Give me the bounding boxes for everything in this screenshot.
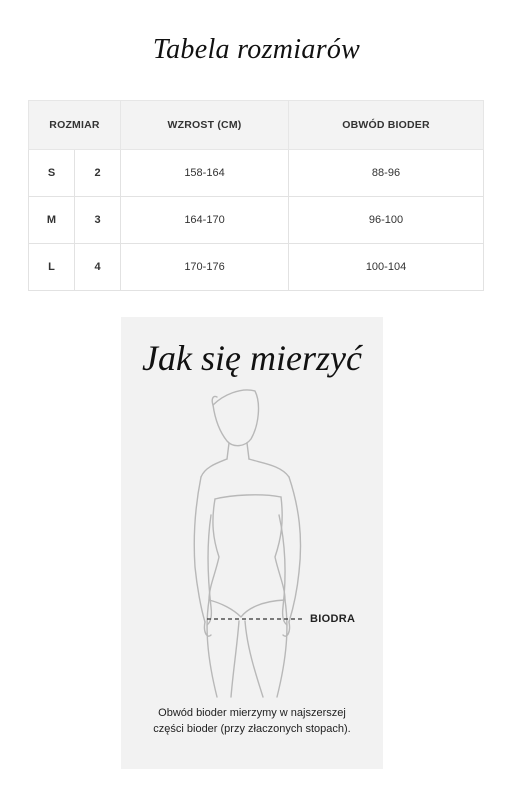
page-title: Tabela rozmiarów	[152, 34, 361, 65]
table-row	[29, 150, 484, 197]
size-letter-cell: L	[29, 244, 75, 291]
size-number-cell: 4	[75, 244, 121, 291]
height-cell: 170-176	[121, 244, 289, 291]
size-letter-cell: M	[29, 197, 75, 244]
hips-cell: 96-100	[289, 197, 484, 244]
guide-caption	[137, 705, 367, 737]
height-cell: 158-164	[121, 150, 289, 197]
body-silhouette-icon	[121, 317, 383, 769]
hips-cell: 100-104	[289, 244, 484, 291]
size-number-cell: 3	[75, 197, 121, 244]
header-size: ROZMIAR	[29, 101, 121, 150]
caption-line-2: części bioder (przy złaczonych stopach).	[153, 723, 351, 735]
table-row	[29, 244, 484, 291]
size-table	[28, 100, 484, 291]
hips-cell: 88-96	[289, 150, 484, 197]
measure-guide-panel	[121, 317, 383, 769]
table-header-row	[29, 101, 484, 150]
size-number-cell: 2	[75, 150, 121, 197]
height-cell: 164-170	[121, 197, 289, 244]
table-row	[29, 197, 484, 244]
header-hips: OBWÓD BIODER	[289, 101, 484, 150]
caption-line-1: Obwód bioder mierzymy w najszerszej	[158, 707, 346, 719]
hip-label: BIODRA	[310, 613, 356, 625]
size-letter-cell: S	[29, 150, 75, 197]
header-height: WZROST (CM)	[121, 101, 289, 150]
guide-title: Jak się mierzyć	[142, 338, 362, 378]
